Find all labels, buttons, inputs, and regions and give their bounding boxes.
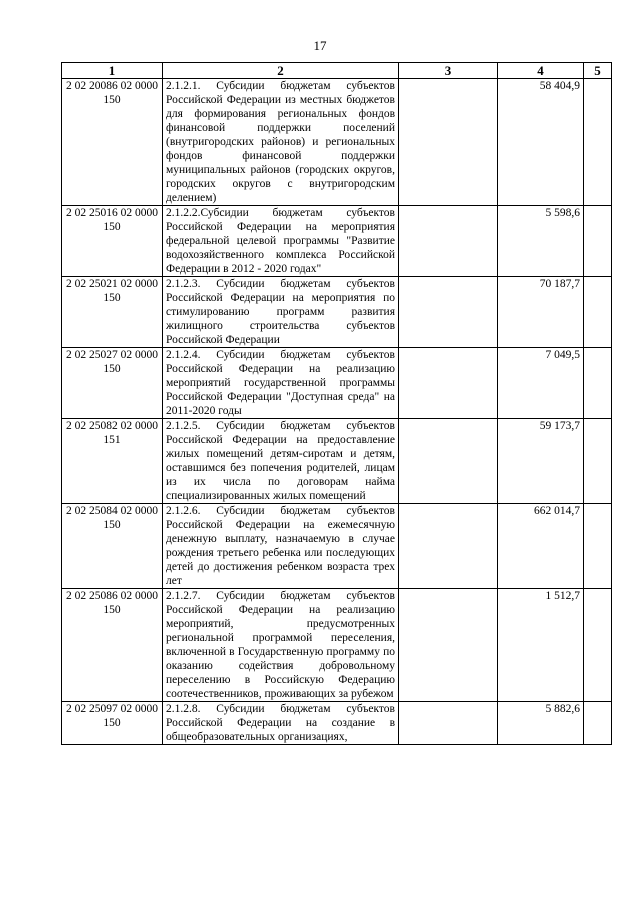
- empty-cell-col5: [584, 702, 612, 745]
- empty-cell-col3: [399, 419, 498, 504]
- amount-cell: 1 512,7: [498, 589, 584, 702]
- header-cell-2: 2: [163, 63, 399, 79]
- amount-cell: 59 173,7: [498, 419, 584, 504]
- table-row: [62, 348, 612, 419]
- page-number: 17: [313, 38, 327, 53]
- empty-cell-col3: [399, 206, 498, 277]
- table-row: [62, 702, 612, 745]
- budget-code-cell: 2 02 20086 02 0000 150: [62, 79, 163, 206]
- header-row: [62, 63, 612, 79]
- empty-cell-col5: [584, 348, 612, 419]
- empty-cell-col3: [399, 348, 498, 419]
- amount-cell: 58 404,9: [498, 79, 584, 206]
- table-row: [62, 79, 612, 206]
- empty-cell-col5: [584, 589, 612, 702]
- empty-cell-col5: [584, 419, 612, 504]
- empty-cell-col5: [584, 277, 612, 348]
- empty-cell-col3: [399, 702, 498, 745]
- empty-cell-col3: [399, 79, 498, 206]
- table-row: [62, 504, 612, 589]
- budget-code-cell: 2 02 25082 02 0000 151: [62, 419, 163, 504]
- budget-code-cell: 2 02 25084 02 0000 150: [62, 504, 163, 589]
- empty-cell-col3: [399, 277, 498, 348]
- amount-cell: 662 014,7: [498, 504, 584, 589]
- header-cell-5: 5: [584, 63, 612, 79]
- description-cell: 2.1.2.5. Субсидии бюджетам субъектов Российской Федерации на предоставление жилых помещений детям-сиротам и детям, оставшимся без попечения родителей, лицам из их числа по договорам найма специализированных жилых помещений: [163, 419, 399, 504]
- budget-code-cell: 2 02 25097 02 0000 150: [62, 702, 163, 745]
- description-cell: 2.1.2.1. Субсидии бюджетам субъектов Российской Федерации из местных бюджетов для формирования региональных фондов финансовой поддержки поселений (внутригородских районов) и региональных фондов финансовой поддержки муниципальных районов (городских округов, городских округов с внутригородским делением): [163, 79, 399, 206]
- empty-cell-col3: [399, 504, 498, 589]
- budget-code-cell: 2 02 25027 02 0000 150: [62, 348, 163, 419]
- header-cell-3: 3: [399, 63, 498, 79]
- table-row: [62, 589, 612, 702]
- amount-cell: 5 882,6: [498, 702, 584, 745]
- budget-code-cell: 2 02 25016 02 0000 150: [62, 206, 163, 277]
- header-cell-4: 4: [498, 63, 584, 79]
- empty-cell-col5: [584, 79, 612, 206]
- table-row: [62, 206, 612, 277]
- empty-cell-col3: [399, 589, 498, 702]
- budget-table: [61, 62, 612, 745]
- description-cell: 2.1.2.6. Субсидии бюджетам субъектов Российской Федерации на ежемесячную денежную выплату, назначаемую в случае рождения третьего ребенка или последующих детей до достижения ребенком возраста трех лет: [163, 504, 399, 589]
- table-row: [62, 419, 612, 504]
- header-cell-1: 1: [62, 63, 163, 79]
- amount-cell: 5 598,6: [498, 206, 584, 277]
- amount-cell: 7 049,5: [498, 348, 584, 419]
- empty-cell-col5: [584, 206, 612, 277]
- description-cell: 2.1.2.7. Субсидии бюджетам субъектов Российской Федерации на реализацию мероприятий, предусмотренных региональной программой переселения, включенной в Государственную программу по оказанию содействия добровольному переселению в Российскую Федерацию соотечественников, проживающих за рубежом: [163, 589, 399, 702]
- description-cell: 2.1.2.2.Субсидии бюджетам субъектов Российской Федерации на мероприятия федеральной целевой программы "Развитие водохозяйственного комплекса Российской Федерации в 2012 - 2020 годах": [163, 206, 399, 277]
- description-cell: 2.1.2.8. Субсидии бюджетам субъектов Российской Федерации на создание в общеобразовательных организациях,: [163, 702, 399, 745]
- description-cell: 2.1.2.4. Субсидии бюджетам субъектов Российской Федерации на реализацию мероприятий государственной программы Российской Федерации "Доступная среда" на 2011-2020 годы: [163, 348, 399, 419]
- budget-code-cell: 2 02 25086 02 0000 150: [62, 589, 163, 702]
- budget-code-cell: 2 02 25021 02 0000 150: [62, 277, 163, 348]
- description-cell: 2.1.2.3. Субсидии бюджетам субъектов Российской Федерации на мероприятия по стимулированию программ развития жилищного строительства субъектов Российской Федерации: [163, 277, 399, 348]
- amount-cell: 70 187,7: [498, 277, 584, 348]
- empty-cell-col5: [584, 504, 612, 589]
- table-row: [62, 277, 612, 348]
